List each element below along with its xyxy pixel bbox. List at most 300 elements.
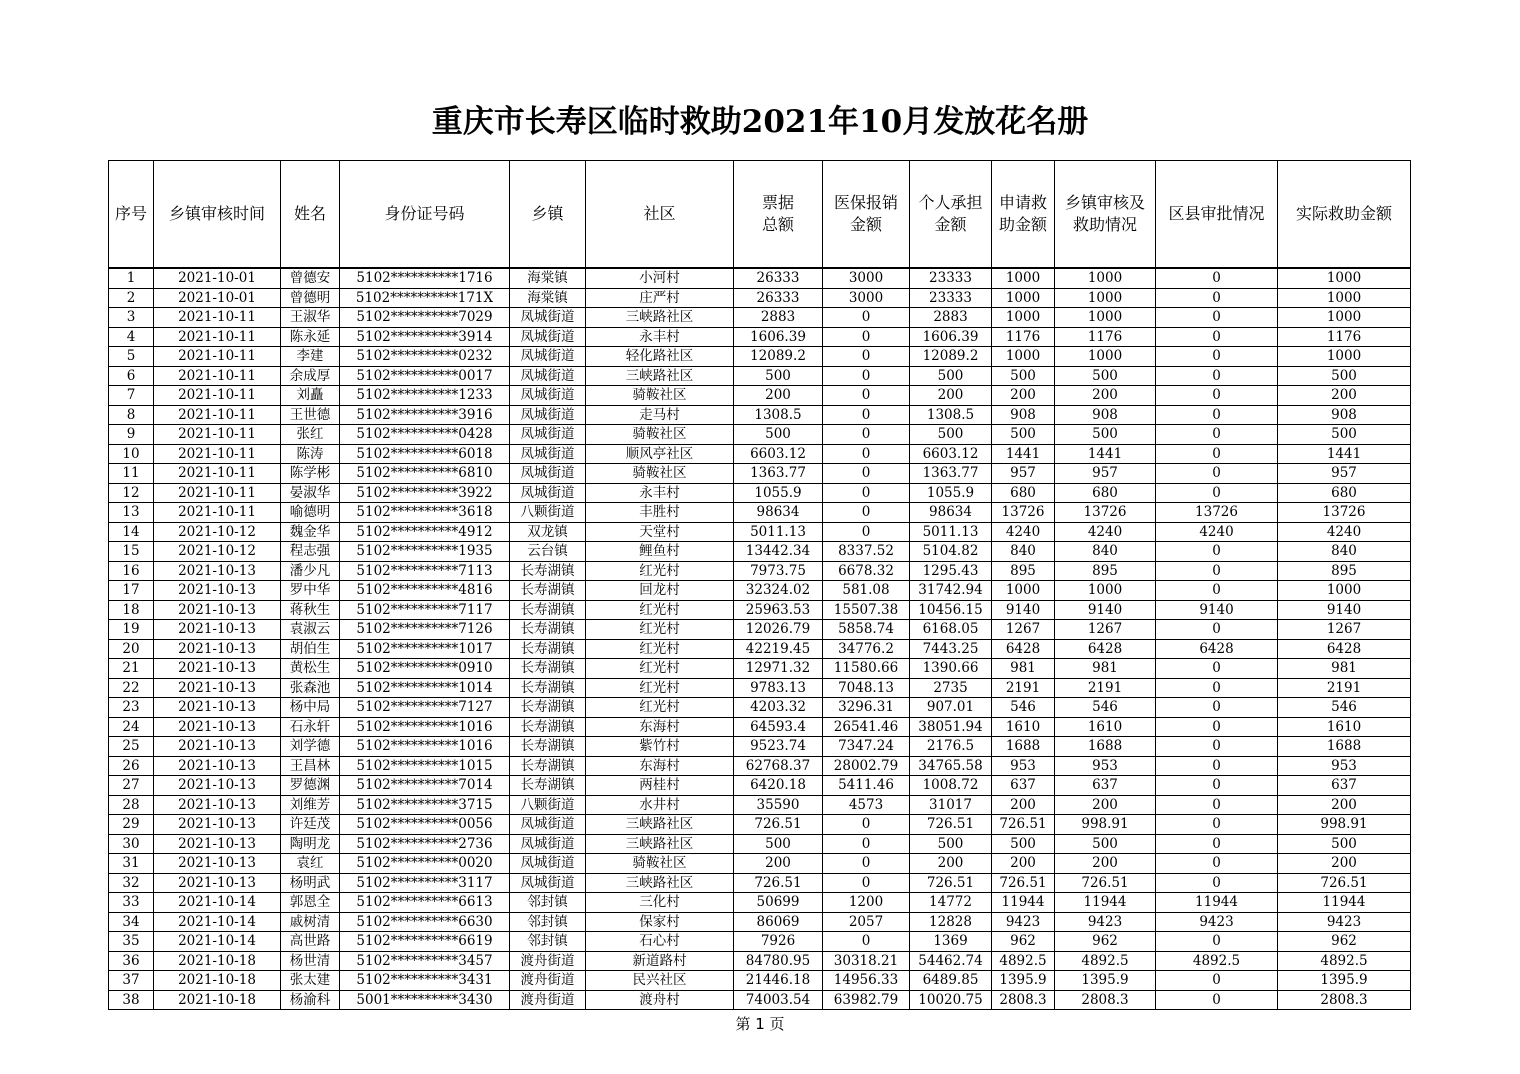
cell-insurance-reimbursed: 0 — [823, 386, 910, 406]
cell-town: 海棠镇 — [510, 288, 586, 308]
cell-town: 海棠镇 — [510, 268, 586, 288]
cell-name: 张森池 — [281, 678, 340, 698]
cell-self-paid: 500 — [910, 425, 992, 445]
cell-community: 回龙村 — [586, 581, 734, 601]
cell-bill-total: 500 — [734, 425, 823, 445]
cell-name: 晏淑华 — [281, 483, 340, 503]
cell-requested-amount: 637 — [992, 776, 1055, 796]
cell-town: 长寿湖镇 — [510, 581, 586, 601]
cell-id-number: 5102**********6018 — [340, 444, 510, 464]
cell-review-date: 2021-10-13 — [154, 659, 281, 679]
cell-county-approval: 0 — [1156, 932, 1278, 952]
cell-review-date: 2021-10-13 — [154, 834, 281, 854]
cell-county-approval: 0 — [1156, 268, 1278, 288]
cell-community: 三峡路社区 — [586, 834, 734, 854]
cell-community: 永丰村 — [586, 483, 734, 503]
cell-name: 高世路 — [281, 932, 340, 952]
cell-town: 长寿湖镇 — [510, 717, 586, 737]
cell-requested-amount: 1441 — [992, 444, 1055, 464]
cell-index: 1 — [109, 268, 154, 288]
cell-index: 31 — [109, 854, 154, 874]
cell-index: 29 — [109, 815, 154, 835]
cell-bill-total: 12026.79 — [734, 620, 823, 640]
cell-community: 轻化路社区 — [586, 347, 734, 367]
cell-insurance-reimbursed: 26541.46 — [823, 717, 910, 737]
cell-town-review: 500 — [1055, 834, 1156, 854]
cell-name: 王淑华 — [281, 308, 340, 328]
cell-town: 长寿湖镇 — [510, 678, 586, 698]
cell-actual-amount: 9140 — [1278, 600, 1411, 620]
cell-name: 曾德明 — [281, 288, 340, 308]
cell-self-paid: 7443.25 — [910, 639, 992, 659]
cell-actual-amount: 200 — [1278, 854, 1411, 874]
cell-town: 凤城街道 — [510, 327, 586, 347]
cell-self-paid: 2176.5 — [910, 737, 992, 757]
cell-community: 红光村 — [586, 639, 734, 659]
cell-town-review: 4240 — [1055, 522, 1156, 542]
cell-town: 长寿湖镇 — [510, 737, 586, 757]
cell-index: 21 — [109, 659, 154, 679]
cell-county-approval: 0 — [1156, 561, 1278, 581]
cell-id-number: 5102**********0020 — [340, 854, 510, 874]
col-header-bill-total: 票据 总额 — [734, 161, 823, 269]
cell-town-review: 9423 — [1055, 912, 1156, 932]
table-row — [109, 366, 1411, 386]
cell-review-date: 2021-10-13 — [154, 639, 281, 659]
cell-town: 凤城街道 — [510, 483, 586, 503]
cell-review-date: 2021-10-13 — [154, 776, 281, 796]
cell-name: 喻德明 — [281, 503, 340, 523]
cell-requested-amount: 726.51 — [992, 873, 1055, 893]
cell-town-review: 1000 — [1055, 308, 1156, 328]
cell-id-number: 5102**********7029 — [340, 308, 510, 328]
cell-requested-amount: 908 — [992, 405, 1055, 425]
cell-index: 2 — [109, 288, 154, 308]
cell-county-approval: 6428 — [1156, 639, 1278, 659]
table-row — [109, 425, 1411, 445]
cell-town-review: 637 — [1055, 776, 1156, 796]
cell-self-paid: 23333 — [910, 268, 992, 288]
cell-index: 33 — [109, 893, 154, 913]
cell-county-approval: 0 — [1156, 756, 1278, 776]
table-header-row — [109, 161, 1411, 269]
cell-review-date: 2021-10-11 — [154, 464, 281, 484]
cell-insurance-reimbursed: 0 — [823, 444, 910, 464]
table-row — [109, 600, 1411, 620]
cell-town: 长寿湖镇 — [510, 756, 586, 776]
cell-county-approval: 0 — [1156, 581, 1278, 601]
cell-bill-total: 726.51 — [734, 873, 823, 893]
cell-name: 陈涛 — [281, 444, 340, 464]
cell-self-paid: 12089.2 — [910, 347, 992, 367]
cell-requested-amount: 1000 — [992, 308, 1055, 328]
cell-index: 12 — [109, 483, 154, 503]
cell-review-date: 2021-10-13 — [154, 795, 281, 815]
cell-insurance-reimbursed: 0 — [823, 464, 910, 484]
cell-requested-amount: 4892.5 — [992, 951, 1055, 971]
table-row — [109, 308, 1411, 328]
cell-town: 凤城街道 — [510, 347, 586, 367]
cell-community: 骑鞍社区 — [586, 386, 734, 406]
cell-review-date: 2021-10-11 — [154, 503, 281, 523]
cell-index: 25 — [109, 737, 154, 757]
cell-name: 陈学彬 — [281, 464, 340, 484]
cell-index: 23 — [109, 698, 154, 718]
cell-actual-amount: 962 — [1278, 932, 1411, 952]
table-row — [109, 990, 1411, 1010]
cell-index: 30 — [109, 834, 154, 854]
cell-town-review: 998.91 — [1055, 815, 1156, 835]
cell-self-paid: 2883 — [910, 308, 992, 328]
cell-insurance-reimbursed: 63982.79 — [823, 990, 910, 1010]
cell-id-number: 5102**********7126 — [340, 620, 510, 640]
cell-insurance-reimbursed: 7048.13 — [823, 678, 910, 698]
cell-insurance-reimbursed: 28002.79 — [823, 756, 910, 776]
cell-bill-total: 500 — [734, 834, 823, 854]
cell-review-date: 2021-10-11 — [154, 366, 281, 386]
cell-town: 长寿湖镇 — [510, 620, 586, 640]
cell-self-paid: 1295.43 — [910, 561, 992, 581]
cell-bill-total: 1055.9 — [734, 483, 823, 503]
cell-community: 三峡路社区 — [586, 308, 734, 328]
cell-actual-amount: 500 — [1278, 834, 1411, 854]
cell-review-date: 2021-10-01 — [154, 288, 281, 308]
cell-bill-total: 200 — [734, 386, 823, 406]
cell-id-number: 5102**********0428 — [340, 425, 510, 445]
cell-county-approval: 0 — [1156, 717, 1278, 737]
cell-self-paid: 907.01 — [910, 698, 992, 718]
cell-insurance-reimbursed: 0 — [823, 347, 910, 367]
cell-insurance-reimbursed: 0 — [823, 854, 910, 874]
cell-name: 王昌林 — [281, 756, 340, 776]
cell-review-date: 2021-10-13 — [154, 756, 281, 776]
cell-community: 东海村 — [586, 717, 734, 737]
cell-town-review: 1000 — [1055, 581, 1156, 601]
cell-community: 石心村 — [586, 932, 734, 952]
cell-community: 红光村 — [586, 698, 734, 718]
cell-bill-total: 74003.54 — [734, 990, 823, 1010]
cell-actual-amount: 1000 — [1278, 288, 1411, 308]
cell-requested-amount: 500 — [992, 366, 1055, 386]
cell-insurance-reimbursed: 7347.24 — [823, 737, 910, 757]
cell-self-paid: 38051.94 — [910, 717, 992, 737]
cell-review-date: 2021-10-14 — [154, 893, 281, 913]
cell-bill-total: 1606.39 — [734, 327, 823, 347]
cell-bill-total: 25963.53 — [734, 600, 823, 620]
cell-town: 长寿湖镇 — [510, 698, 586, 718]
cell-requested-amount: 1610 — [992, 717, 1055, 737]
cell-id-number: 5102**********6613 — [340, 893, 510, 913]
cell-community: 红光村 — [586, 600, 734, 620]
cell-requested-amount: 1688 — [992, 737, 1055, 757]
cell-insurance-reimbursed: 8337.52 — [823, 542, 910, 562]
cell-id-number: 5001**********3430 — [340, 990, 510, 1010]
table-row — [109, 678, 1411, 698]
cell-town-review: 500 — [1055, 366, 1156, 386]
cell-name: 许廷茂 — [281, 815, 340, 835]
col-header-county-approval: 区县审批情况 — [1156, 161, 1278, 269]
table-row — [109, 386, 1411, 406]
cell-requested-amount: 840 — [992, 542, 1055, 562]
cell-id-number: 5102**********0232 — [340, 347, 510, 367]
cell-review-date: 2021-10-11 — [154, 444, 281, 464]
cell-insurance-reimbursed: 30318.21 — [823, 951, 910, 971]
cell-actual-amount: 6428 — [1278, 639, 1411, 659]
col-header-community: 社区 — [586, 161, 734, 269]
cell-index: 11 — [109, 464, 154, 484]
table-row — [109, 483, 1411, 503]
col-header-review-date: 乡镇审核时间 — [154, 161, 281, 269]
table-row — [109, 756, 1411, 776]
cell-id-number: 5102**********4912 — [340, 522, 510, 542]
cell-town-review: 11944 — [1055, 893, 1156, 913]
cell-town-review: 726.51 — [1055, 873, 1156, 893]
cell-index: 35 — [109, 932, 154, 952]
cell-county-approval: 4240 — [1156, 522, 1278, 542]
cell-self-paid: 31017 — [910, 795, 992, 815]
cell-actual-amount: 200 — [1278, 795, 1411, 815]
cell-community: 走马村 — [586, 405, 734, 425]
cell-town-review: 962 — [1055, 932, 1156, 952]
cell-county-approval: 0 — [1156, 308, 1278, 328]
cell-index: 36 — [109, 951, 154, 971]
cell-name: 刘学德 — [281, 737, 340, 757]
cell-index: 34 — [109, 912, 154, 932]
cell-county-approval: 0 — [1156, 659, 1278, 679]
cell-town-review: 1176 — [1055, 327, 1156, 347]
cell-insurance-reimbursed: 0 — [823, 327, 910, 347]
cell-bill-total: 26333 — [734, 268, 823, 288]
cell-index: 13 — [109, 503, 154, 523]
cell-id-number: 5102**********1016 — [340, 737, 510, 757]
cell-review-date: 2021-10-13 — [154, 581, 281, 601]
cell-town-review: 13726 — [1055, 503, 1156, 523]
cell-town-review: 1610 — [1055, 717, 1156, 737]
cell-name: 胡伯生 — [281, 639, 340, 659]
cell-id-number: 5102**********2736 — [340, 834, 510, 854]
cell-name: 郭恩全 — [281, 893, 340, 913]
cell-insurance-reimbursed: 0 — [823, 503, 910, 523]
cell-town-review: 840 — [1055, 542, 1156, 562]
cell-self-paid: 31742.94 — [910, 581, 992, 601]
cell-requested-amount: 726.51 — [992, 815, 1055, 835]
cell-id-number: 5102**********1016 — [340, 717, 510, 737]
cell-actual-amount: 953 — [1278, 756, 1411, 776]
cell-name: 潘少凡 — [281, 561, 340, 581]
cell-bill-total: 98634 — [734, 503, 823, 523]
cell-community: 永丰村 — [586, 327, 734, 347]
cell-id-number: 5102**********3922 — [340, 483, 510, 503]
cell-community: 庄严村 — [586, 288, 734, 308]
cell-name: 杨世清 — [281, 951, 340, 971]
cell-county-approval: 0 — [1156, 444, 1278, 464]
cell-town-review: 957 — [1055, 464, 1156, 484]
col-header-town: 乡镇 — [510, 161, 586, 269]
cell-self-paid: 1308.5 — [910, 405, 992, 425]
document-title: 重庆市长寿区临时救助2021年10月发放花名册 — [431, 104, 1089, 140]
cell-town-review: 981 — [1055, 659, 1156, 679]
cell-requested-amount: 9140 — [992, 600, 1055, 620]
cell-actual-amount: 500 — [1278, 425, 1411, 445]
cell-actual-amount: 680 — [1278, 483, 1411, 503]
cell-county-approval: 0 — [1156, 347, 1278, 367]
cell-id-number: 5102**********7127 — [340, 698, 510, 718]
cell-county-approval: 0 — [1156, 483, 1278, 503]
cell-requested-amount: 2191 — [992, 678, 1055, 698]
cell-name: 罗中华 — [281, 581, 340, 601]
cell-actual-amount: 981 — [1278, 659, 1411, 679]
cell-self-paid: 200 — [910, 386, 992, 406]
table-row — [109, 581, 1411, 601]
cell-county-approval: 0 — [1156, 678, 1278, 698]
col-header-town-review: 乡镇审核及 救助情况 — [1055, 161, 1156, 269]
cell-town-review: 546 — [1055, 698, 1156, 718]
cell-town: 凤城街道 — [510, 854, 586, 874]
cell-county-approval: 4892.5 — [1156, 951, 1278, 971]
cell-bill-total: 42219.45 — [734, 639, 823, 659]
table-row — [109, 659, 1411, 679]
cell-review-date: 2021-10-11 — [154, 483, 281, 503]
cell-county-approval: 13726 — [1156, 503, 1278, 523]
cell-community: 红光村 — [586, 678, 734, 698]
cell-insurance-reimbursed: 0 — [823, 366, 910, 386]
cell-requested-amount: 1000 — [992, 288, 1055, 308]
page-number: 第 1 页 — [735, 1015, 785, 1033]
table-row — [109, 464, 1411, 484]
cell-actual-amount: 1000 — [1278, 268, 1411, 288]
cell-requested-amount: 9423 — [992, 912, 1055, 932]
cell-actual-amount: 840 — [1278, 542, 1411, 562]
cell-index: 17 — [109, 581, 154, 601]
cell-self-paid: 1008.72 — [910, 776, 992, 796]
cell-community: 紫竹村 — [586, 737, 734, 757]
cell-self-paid: 6489.85 — [910, 971, 992, 991]
cell-county-approval: 0 — [1156, 542, 1278, 562]
cell-insurance-reimbursed: 4573 — [823, 795, 910, 815]
cell-county-approval: 0 — [1156, 327, 1278, 347]
cell-review-date: 2021-10-13 — [154, 854, 281, 874]
cell-insurance-reimbursed: 6678.32 — [823, 561, 910, 581]
cell-review-date: 2021-10-13 — [154, 600, 281, 620]
cell-bill-total: 2883 — [734, 308, 823, 328]
cell-id-number: 5102**********1014 — [340, 678, 510, 698]
cell-county-approval: 0 — [1156, 971, 1278, 991]
cell-town: 邻封镇 — [510, 893, 586, 913]
cell-index: 7 — [109, 386, 154, 406]
cell-town-review: 680 — [1055, 483, 1156, 503]
cell-community: 丰胜村 — [586, 503, 734, 523]
cell-id-number: 5102**********3916 — [340, 405, 510, 425]
cell-requested-amount: 546 — [992, 698, 1055, 718]
cell-county-approval: 0 — [1156, 698, 1278, 718]
cell-community: 水井村 — [586, 795, 734, 815]
cell-county-approval: 0 — [1156, 854, 1278, 874]
table-row — [109, 444, 1411, 464]
cell-town: 渡舟街道 — [510, 990, 586, 1010]
cell-insurance-reimbursed: 0 — [823, 522, 910, 542]
cell-requested-amount: 2808.3 — [992, 990, 1055, 1010]
cell-name: 袁红 — [281, 854, 340, 874]
cell-requested-amount: 981 — [992, 659, 1055, 679]
cell-bill-total: 726.51 — [734, 815, 823, 835]
cell-index: 15 — [109, 542, 154, 562]
col-header-insurance-reimbursed: 医保报销 金额 — [823, 161, 910, 269]
col-header-requested-amount: 申请救 助金额 — [992, 161, 1055, 269]
cell-insurance-reimbursed: 15507.38 — [823, 600, 910, 620]
cell-bill-total: 35590 — [734, 795, 823, 815]
cell-actual-amount: 4240 — [1278, 522, 1411, 542]
cell-review-date: 2021-10-13 — [154, 620, 281, 640]
cell-name: 戚树清 — [281, 912, 340, 932]
table-row — [109, 815, 1411, 835]
cell-town: 凤城街道 — [510, 386, 586, 406]
cell-town-review: 200 — [1055, 854, 1156, 874]
cell-requested-amount: 680 — [992, 483, 1055, 503]
cell-name: 余成厚 — [281, 366, 340, 386]
cell-id-number: 5102**********3715 — [340, 795, 510, 815]
cell-town: 凤城街道 — [510, 444, 586, 464]
col-header-index: 序号 — [109, 161, 154, 269]
cell-county-approval: 0 — [1156, 873, 1278, 893]
cell-town: 长寿湖镇 — [510, 600, 586, 620]
cell-actual-amount: 200 — [1278, 386, 1411, 406]
cell-bill-total: 500 — [734, 366, 823, 386]
cell-town: 长寿湖镇 — [510, 659, 586, 679]
cell-actual-amount: 908 — [1278, 405, 1411, 425]
table-row — [109, 620, 1411, 640]
cell-review-date: 2021-10-12 — [154, 522, 281, 542]
cell-review-date: 2021-10-11 — [154, 405, 281, 425]
cell-bill-total: 50699 — [734, 893, 823, 913]
cell-index: 26 — [109, 756, 154, 776]
cell-county-approval: 0 — [1156, 776, 1278, 796]
cell-index: 32 — [109, 873, 154, 893]
cell-actual-amount: 13726 — [1278, 503, 1411, 523]
cell-name: 杨中局 — [281, 698, 340, 718]
cell-county-approval: 0 — [1156, 366, 1278, 386]
cell-name: 袁淑云 — [281, 620, 340, 640]
cell-community: 小河村 — [586, 268, 734, 288]
table-row — [109, 971, 1411, 991]
cell-actual-amount: 1176 — [1278, 327, 1411, 347]
cell-insurance-reimbursed: 0 — [823, 308, 910, 328]
cell-community: 红光村 — [586, 659, 734, 679]
cell-town: 八颗街道 — [510, 795, 586, 815]
cell-index: 18 — [109, 600, 154, 620]
cell-review-date: 2021-10-13 — [154, 873, 281, 893]
cell-name: 陶明龙 — [281, 834, 340, 854]
cell-town-review: 1267 — [1055, 620, 1156, 640]
cell-insurance-reimbursed: 5411.46 — [823, 776, 910, 796]
cell-town-review: 908 — [1055, 405, 1156, 425]
cell-requested-amount: 6428 — [992, 639, 1055, 659]
cell-actual-amount: 895 — [1278, 561, 1411, 581]
cell-requested-amount: 4240 — [992, 522, 1055, 542]
cell-id-number: 5102**********171X — [340, 288, 510, 308]
cell-actual-amount: 637 — [1278, 776, 1411, 796]
cell-self-paid: 5011.13 — [910, 522, 992, 542]
cell-requested-amount: 200 — [992, 386, 1055, 406]
cell-county-approval: 0 — [1156, 405, 1278, 425]
cell-self-paid: 726.51 — [910, 815, 992, 835]
cell-county-approval: 0 — [1156, 620, 1278, 640]
table-row — [109, 737, 1411, 757]
cell-name: 石永轩 — [281, 717, 340, 737]
cell-county-approval: 0 — [1156, 815, 1278, 835]
cell-community: 三化村 — [586, 893, 734, 913]
col-header-self-paid: 个人承担 金额 — [910, 161, 992, 269]
table-row — [109, 639, 1411, 659]
